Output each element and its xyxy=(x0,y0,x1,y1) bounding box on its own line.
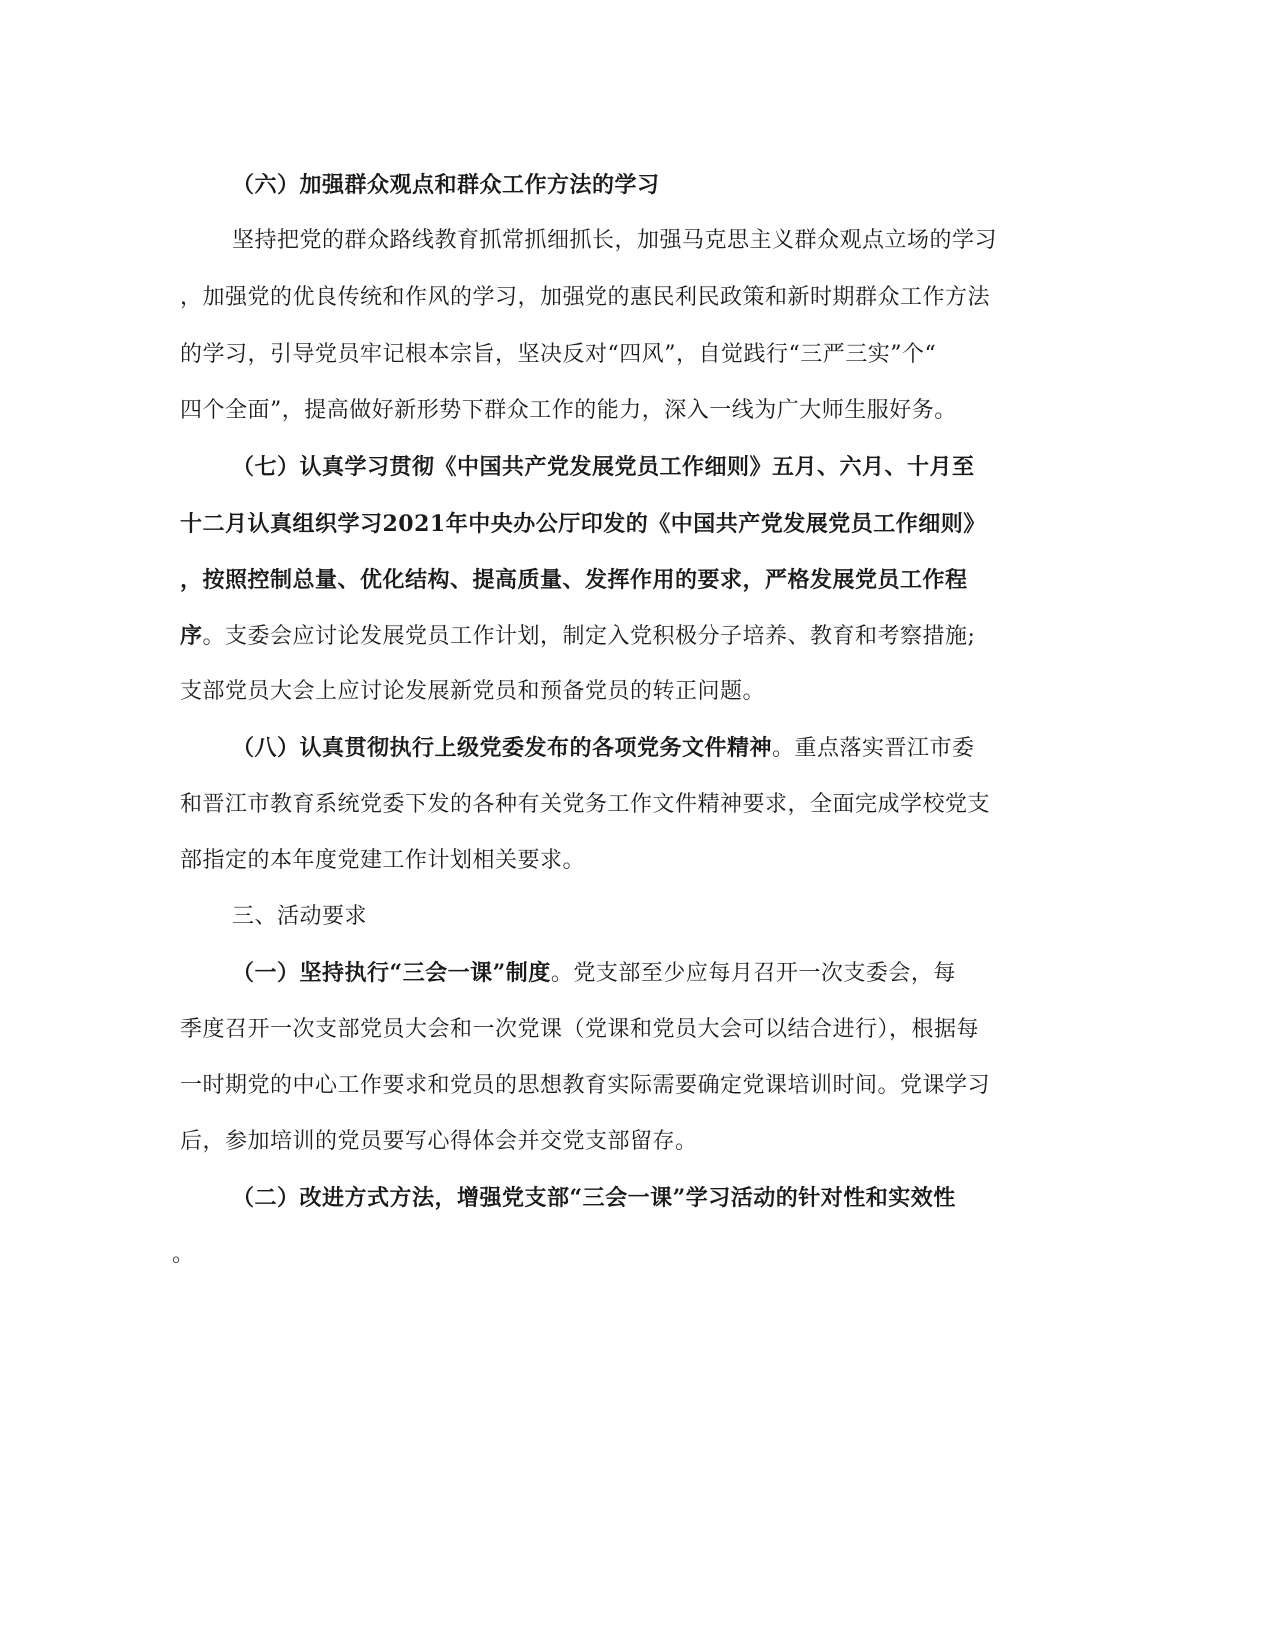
paragraph-line: 季度召开一次支部党员大会和一次党课（党课和党员大会可以结合进行），根据每 xyxy=(180,1017,980,1042)
paragraph-line: 十二月认真组织学习2021年中央办公厅印发的《中国共产党发展党员工作细则》 xyxy=(180,511,986,537)
bold-text: 序 xyxy=(180,623,203,649)
paragraph-line: 。 xyxy=(172,1242,195,1267)
section-heading-two: （二）改进方式方法，增强党支部“三会一课”学习活动的针对性和实效性 xyxy=(232,1185,956,1211)
paragraph-line xyxy=(180,621,1080,652)
paragraph-line: 部指定的本年度党建工作计划相关要求。 xyxy=(180,848,586,873)
paragraph-line: ，加强党的优良传统和作风的学习，加强党的惠民利民政策和新时期群众工作方法 xyxy=(180,285,991,310)
paragraph-line: 支部党员大会上应讨论发展新党员和预备党员的转正问题。 xyxy=(180,679,766,704)
paragraph-line: ，按照控制总量、优化结构、提高质量、发挥作用的要求，严格发展党员工作程 xyxy=(180,567,968,593)
regular-text: 。支委会应讨论发展党员工作计划，制定入党积极分子培养、教育和考察措施; xyxy=(202,624,976,649)
section-title-activity-requirements: 三、活动要求 xyxy=(232,904,368,929)
paragraph-line: 的学习，引导党员牢记根本宗旨，坚决反对“四风”，自觉践行“三严三实”个“ xyxy=(180,342,937,367)
section-heading-six: （六）加强群众观点和群众工作方法的学习 xyxy=(232,172,660,198)
section-heading-seven: （七）认真学习贯彻《中国共产党发展党员工作细则》五月、六月、十月至 xyxy=(232,454,975,480)
bold-text: （八）认真贯彻执行上级党委发布的各项党务文件精神 xyxy=(232,735,773,761)
regular-text: 。重点落实晋江市委 xyxy=(772,736,975,761)
bold-text: （一）坚持执行“三会一课”制度 xyxy=(232,960,551,986)
section-heading-eight xyxy=(232,733,1080,764)
paragraph-line: 一时期党的中心工作要求和党员的思想教育实际需要确定党课培训时间。党课学习 xyxy=(180,1073,991,1098)
section-heading-one xyxy=(232,958,1080,989)
paragraph-line: 坚持把党的群众路线教育抓常抓细抓长，加强马克思主义群众观点立场的学习 xyxy=(232,228,998,253)
paragraph-line: 和晋江市教育系统党委下发的各种有关党务工作文件精神要求，全面完成学校党支 xyxy=(180,792,991,817)
paragraph-line: 后，参加培训的党员要写心得体会并交党支部留存。 xyxy=(180,1129,698,1154)
regular-text: 。党支部至少应每月召开一次支委会，每 xyxy=(550,961,956,986)
paragraph-line: 四个全面”，提高做好新形势下群众工作的能力，深入一线为广大师生服好务。 xyxy=(180,398,957,423)
